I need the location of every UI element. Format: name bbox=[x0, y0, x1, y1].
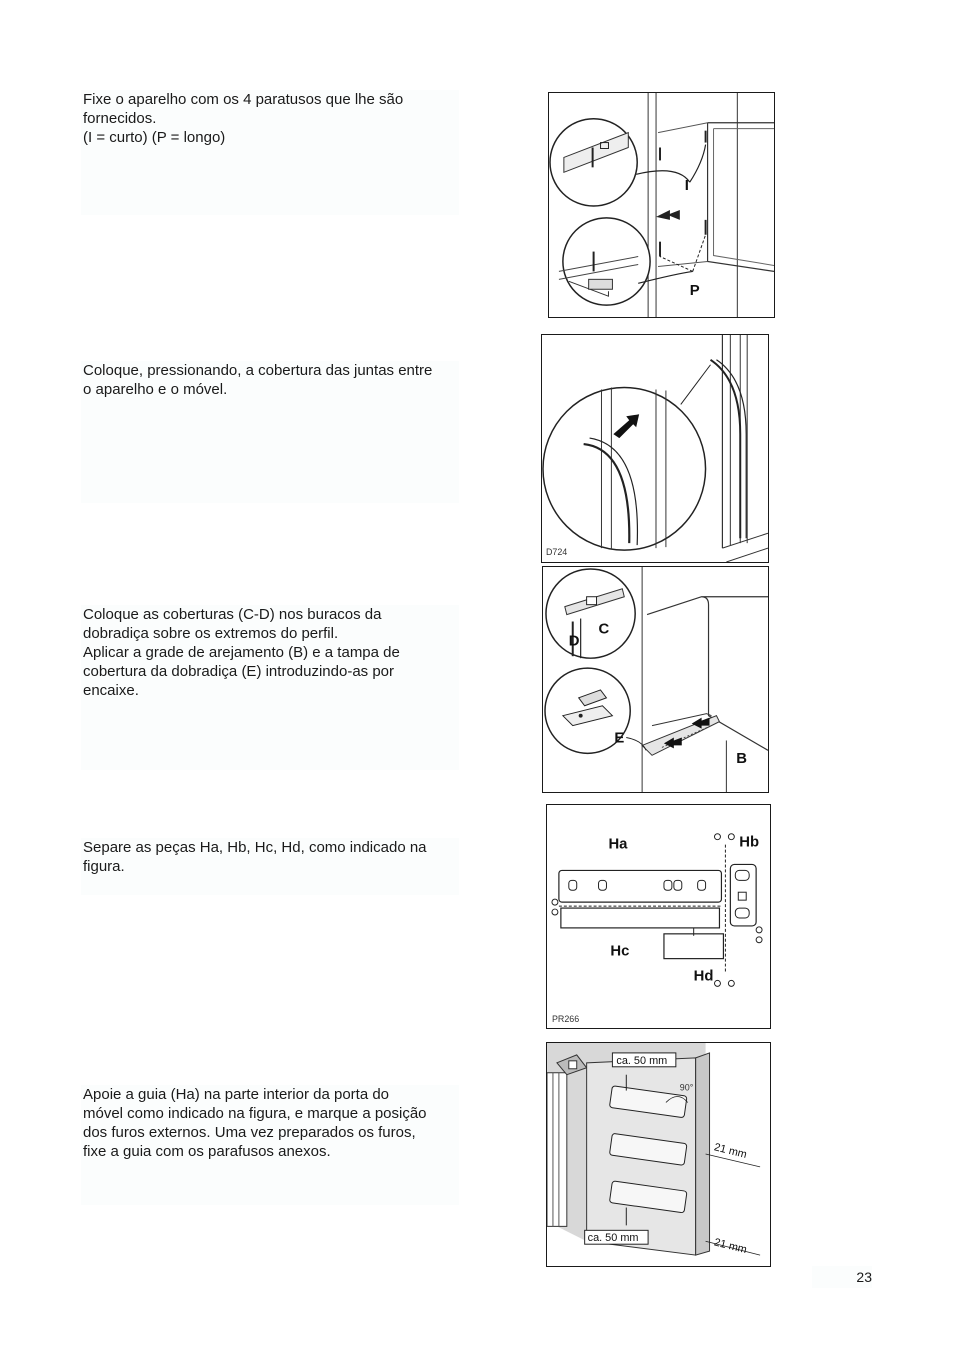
step-4-line-1: Separe as peças Ha, Hb, Hc, Hd, como indicado na bbox=[83, 839, 427, 856]
label-b: B bbox=[736, 751, 748, 768]
step-1-line-2: fornecidos. bbox=[83, 110, 157, 127]
figure-hinge-covers-drawing bbox=[543, 567, 768, 792]
step-1-line-3: (I = curto) (P = longo) bbox=[83, 129, 226, 146]
step-5-text bbox=[81, 1085, 459, 1205]
label-hc: Hc bbox=[610, 943, 630, 960]
step-1-text bbox=[81, 90, 459, 215]
label-90-degrees: 90° bbox=[679, 1082, 694, 1093]
step-1-line-1: Fixe o aparelho com os 4 paratusos que lhe são bbox=[83, 91, 404, 108]
figure-code-d724: D724 bbox=[545, 547, 568, 558]
step-4-text bbox=[81, 838, 459, 895]
step-2-line-1: Coloque, pressionando, a cobertura das juntas entre bbox=[83, 362, 433, 379]
label-p: P bbox=[689, 283, 700, 300]
step-5-line-2: móvel como indicado na figura, e marque a posição bbox=[83, 1105, 427, 1122]
step-2-text bbox=[81, 361, 459, 503]
label-21mm-bottom: 21 mm bbox=[712, 1236, 748, 1257]
step-3-line-4: cobertura da dobradiça (E) introduzindo-as por bbox=[83, 663, 395, 680]
step-2-line-2: o aparelho e o móvel. bbox=[83, 381, 228, 398]
label-e: E bbox=[614, 730, 625, 747]
step-3-text bbox=[81, 605, 459, 770]
label-21mm-top: 21 mm bbox=[712, 1141, 748, 1162]
label-i: I bbox=[684, 178, 689, 195]
label-hd: Hd bbox=[693, 968, 714, 985]
step-5-line-1: Apoie a guia (Ha) na parte interior da porta do bbox=[83, 1086, 390, 1103]
figure-mount-guide bbox=[546, 1042, 771, 1267]
figure-screws bbox=[548, 92, 775, 318]
figure-separate-parts bbox=[546, 804, 771, 1029]
figure-joint-cover-drawing bbox=[542, 335, 768, 562]
label-d: D bbox=[568, 633, 580, 650]
page-number: 23 bbox=[812, 1266, 872, 1288]
figure-hinge-covers bbox=[542, 566, 769, 793]
step-3-line-1: Coloque as coberturas (C-D) nos buracos da bbox=[83, 606, 382, 623]
figure-screws-drawing bbox=[549, 93, 774, 317]
label-ca-50mm-top: ca. 50 mm bbox=[616, 1054, 668, 1067]
figure-code-pr266: PR266 bbox=[551, 1014, 580, 1025]
step-4-line-2: figura. bbox=[83, 858, 125, 875]
step-3-line-5: encaixe. bbox=[83, 682, 139, 699]
label-ha: Ha bbox=[608, 836, 628, 853]
figure-mount-guide-drawing bbox=[547, 1043, 770, 1266]
step-3-line-2: dobradiça sobre os extremos do perfil. bbox=[83, 625, 339, 642]
label-c: C bbox=[598, 621, 610, 638]
label-ca-50mm-bottom: ca. 50 mm bbox=[587, 1232, 639, 1245]
step-5-line-4: fixe a guia com os parafusos anexos. bbox=[83, 1143, 331, 1160]
step-3-line-3: Aplicar a grade de arejamento (B) e a tampa de bbox=[83, 644, 400, 661]
step-5-line-3: dos furos externos. Uma vez preparados os furos, bbox=[83, 1124, 416, 1141]
label-hb: Hb bbox=[739, 834, 760, 851]
figure-joint-cover bbox=[541, 334, 769, 563]
figure-separate-parts-drawing bbox=[547, 805, 770, 1028]
